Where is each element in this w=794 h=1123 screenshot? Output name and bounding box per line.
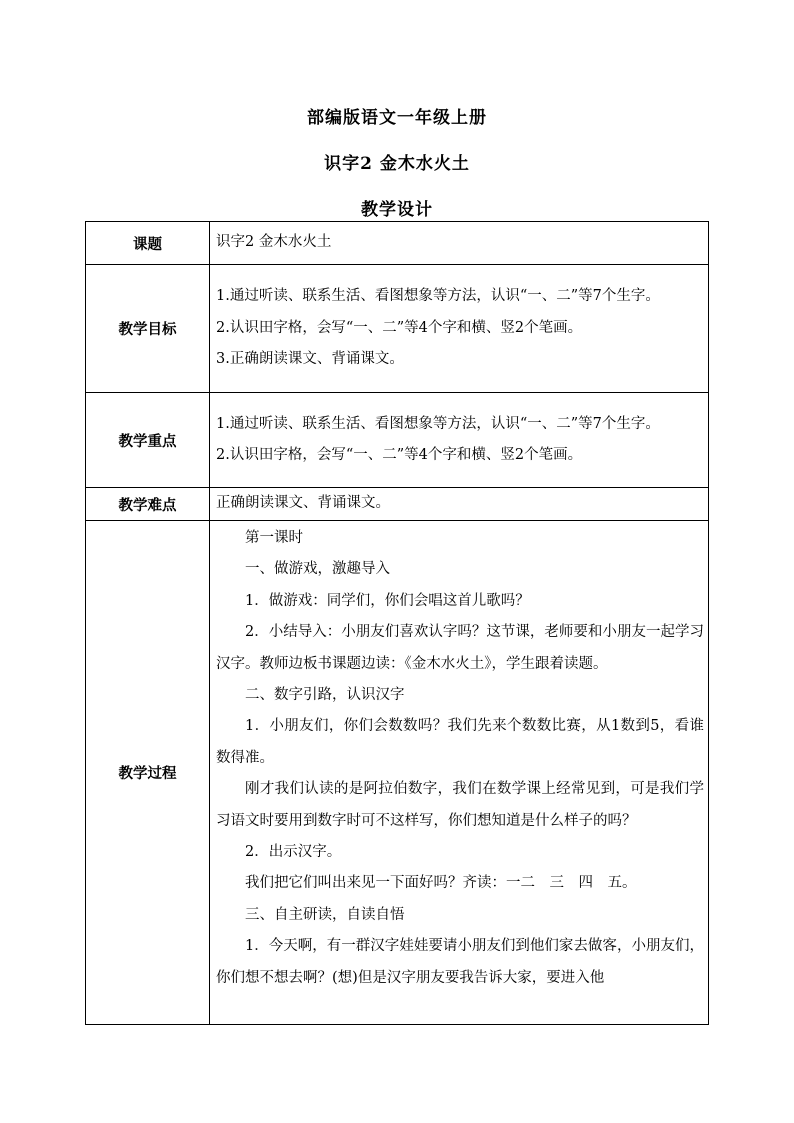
difficulty-label: 教学难点 <box>86 488 210 521</box>
lesson-title: 识字2 金木水火土 <box>324 154 470 174</box>
lesson-plan-table <box>85 221 709 1025</box>
goals-label: 教学目标 <box>86 265 210 393</box>
process-label: 教学过程 <box>86 521 210 1025</box>
goal-item: 3.正确朗读课文、背诵课文。 <box>216 351 404 368</box>
key-points-content <box>210 393 709 488</box>
key-points-label: 教学重点 <box>86 393 210 488</box>
goal-item: 2.认识田字格，会写“一、二”等4个字和横、竖2个笔画。 <box>216 319 583 336</box>
difficulty-value: 正确朗读课文、背诵课文。 <box>210 488 709 521</box>
document-header <box>0 98 794 236</box>
process-paragraph: 1．小朋友们，你们会数数吗？我们先来个数数比赛，从1数到5，看谁数得准。 <box>216 718 704 766</box>
process-row <box>86 521 709 1025</box>
process-paragraph: 刚才我们认读的是阿拉伯数字，我们在数学课上经常见到，可是我们学习语文时要用到数字时可不这样写，你们想知道是什么样子的吗？ <box>216 781 704 829</box>
process-content <box>210 521 709 1025</box>
process-paragraph: 2．出示汉字。 <box>245 844 342 861</box>
process-paragraph: 三、自主研读，自读自悟 <box>245 906 405 923</box>
goal-item: 1.通过听读、联系生活、看图想象等方法，认识“一、二”等7个生字。 <box>216 288 660 305</box>
document-title: 部编版语文一年级上册 <box>307 108 487 128</box>
design-title: 教学设计 <box>361 200 433 220</box>
key-point-item: 1.通过听读、联系生活、看图想象等方法，认识“一、二”等7个生字。 <box>216 415 660 432</box>
goals-row <box>86 265 709 393</box>
process-paragraph: 我们把它们叫出来见一下面好吗？齐读：一二 三 四 五。 <box>245 875 637 892</box>
difficulty-row <box>86 488 709 521</box>
topic-value: 识字2 金木水火土 <box>210 222 709 265</box>
key-point-item: 2.认识田字格，会写“一、二”等4个字和横、竖2个笔画。 <box>216 447 583 463</box>
process-paragraph: 2．小结导入：小朋友们喜欢认字吗？这节课，老师要和小朋友一起学习汉字。教师边板书课题边读：《金木水火土》，学生跟着读题。 <box>216 624 704 672</box>
key-points-row <box>86 393 709 488</box>
process-paragraph: 1．做游戏：同学们，你们会唱这首儿歌吗？ <box>245 592 530 609</box>
process-paragraph: 第一课时 <box>245 530 303 546</box>
process-paragraph: 二、数字引路，认识汉字 <box>245 687 405 704</box>
goals-content <box>210 265 709 393</box>
topic-label: 课题 <box>86 222 210 265</box>
topic-row <box>86 222 709 265</box>
process-paragraph: 1．今天啊，有一群汉字娃娃要请小朋友们到他们家去做客，小朋友们，你们想不想去啊？(想)但是汉字朋友要我告诉大家，要进入他 <box>216 938 704 986</box>
process-paragraph: 一、做游戏，激趣导入 <box>245 561 390 578</box>
